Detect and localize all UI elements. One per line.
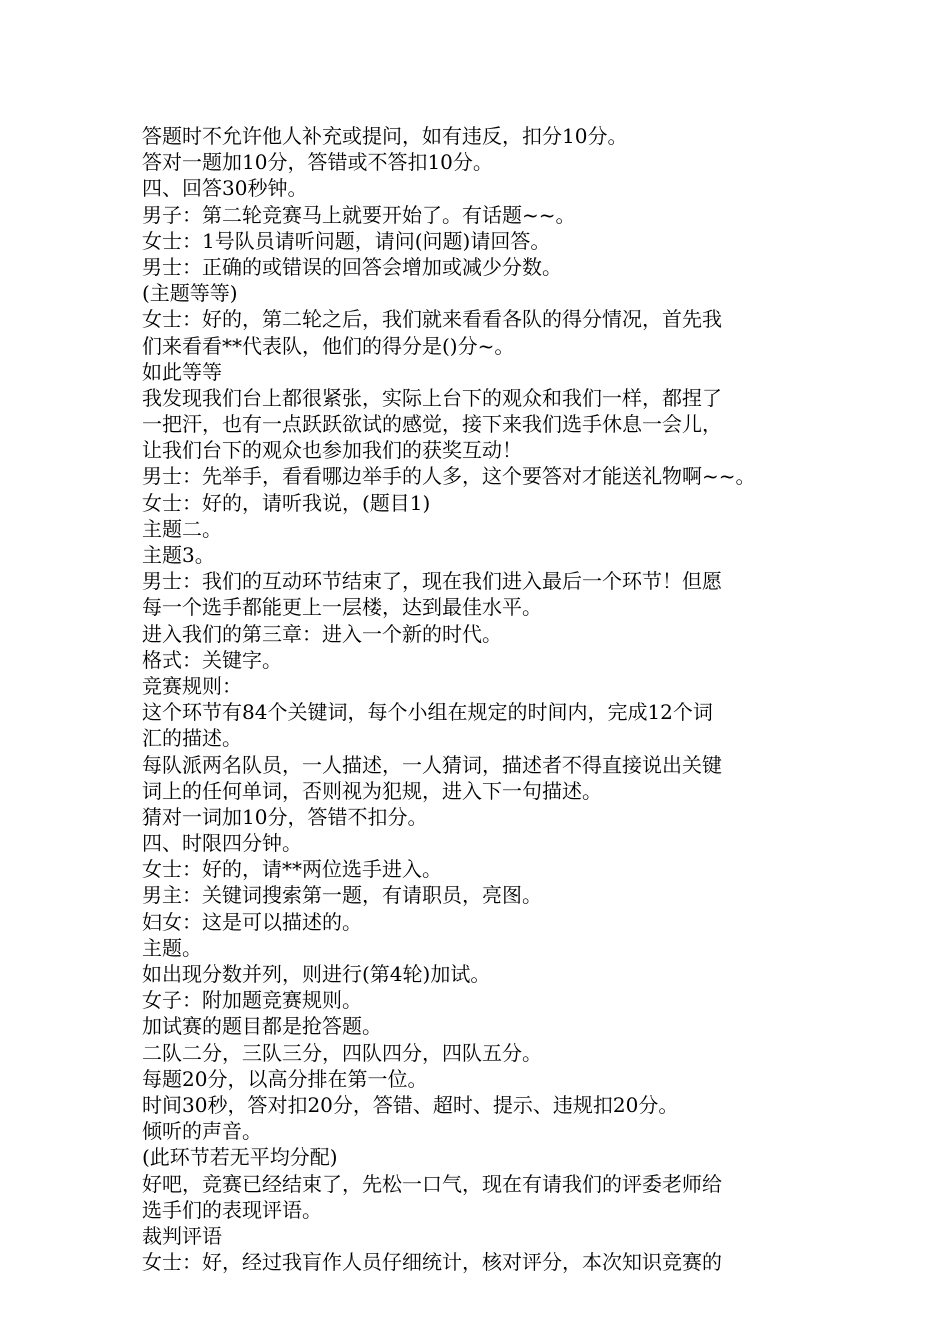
- text-line: 一把汗，也有一点跃跃欲试的感觉，接下来我们选手休息一会儿，: [142, 412, 722, 437]
- text-line: 女士：好，经过我肓作人员仔细统计，核对评分，本次知识竞赛的: [142, 1250, 722, 1275]
- text-line: 女士：1号队员请听问题，请问(问题)请回答。: [142, 228, 551, 253]
- text-line: 这个环节有84个关键词，每个小组在规定的时间内，完成12个词: [142, 700, 713, 725]
- text-line: 答题时不允许他人补充或提问，如有违反，扣分10分。: [142, 124, 628, 148]
- text-line: 好吧，竞赛已经结束了，先松一口气，现在有请我们的评委老师给: [142, 1171, 722, 1196]
- text-line: 汇的描述。: [142, 726, 242, 751]
- text-line: 进入我们的第三章：进入一个新的时代。: [142, 621, 502, 646]
- text-line: 妇女：这是可以描述的。: [142, 909, 362, 934]
- text-line: 四、时限四分钟。: [142, 831, 302, 856]
- text-line: (主题等等): [142, 281, 238, 306]
- text-line: 让我们台下的观众也参加我们的获奖互动！: [142, 438, 522, 463]
- text-line: 我发现我们台上都很紧张，实际上台下的观众和我们一样，都捏了: [142, 385, 722, 410]
- document-page: [142, 123, 822, 1275]
- text-line: 竞赛规则：: [142, 673, 242, 698]
- text-line: 格式：关键字。: [142, 647, 282, 672]
- text-line: 女士：好的，请**两位选手进入。: [142, 857, 442, 882]
- text-line: 如此等等: [142, 359, 222, 384]
- text-line: 二队二分，三队三分，四队四分，四队五分。: [142, 1040, 542, 1065]
- text-line: 男士：正确的或错误的回答会增加或减少分数。: [142, 254, 562, 279]
- text-line: 女士：好的，第二轮之后，我们就来看看各队的得分情况，首先我: [142, 307, 722, 332]
- text-line: 们来看看**代表队，他们的得分是()分~。: [142, 333, 515, 358]
- text-line: 主题。: [142, 935, 202, 960]
- text-line: 主题二。: [142, 516, 222, 541]
- text-line: 加试赛的题目都是抢答题。: [142, 1014, 382, 1039]
- text-line: 裁判评语: [142, 1223, 222, 1248]
- text-line: 男子：第二轮竞赛马上就要开始了。有话题~~。: [142, 202, 576, 227]
- text-line: 答对一题加10分，答错或不答扣10分。: [142, 150, 493, 175]
- text-line: (此环节若无平均分配): [142, 1145, 338, 1170]
- text-line: 时间30秒，答对扣20分，答错、超时、提示、违规扣20分。: [142, 1092, 679, 1117]
- text-line: 女士：好的，请听我说，(题目1): [142, 490, 431, 515]
- text-line: 每一个选手都能更上一层楼，达到最佳水平。: [142, 595, 542, 620]
- text-line: 男士：我们的互动环节结束了，现在我们进入最后一个环节！但愿: [142, 569, 722, 594]
- text-line: 选手们的表现评语。: [142, 1197, 322, 1222]
- text-line: 倾听的声音。: [142, 1119, 262, 1144]
- text-line: 主题3。: [142, 543, 215, 567]
- text-line: 女子：附加题竞赛规则。: [142, 988, 362, 1013]
- text-line: 四、回答30秒钟。: [142, 176, 308, 201]
- text-line: 每题20分，以高分排在第一位。: [142, 1066, 428, 1091]
- text-line: 男主：关键词搜索第一题，有请职员，亮图。: [142, 883, 542, 908]
- text-line: 男士：先举手，看看哪边举手的人多，这个要答对才能送礼物啊~~。: [142, 464, 756, 489]
- text-line: 词上的任何单词，否则视为犯规，进入下一句描述。: [142, 778, 602, 803]
- text-line: 如出现分数并列，则进行(第4轮)加试。: [142, 962, 491, 986]
- text-line: 猜对一词加10分，答错不扣分。: [142, 804, 428, 829]
- text-line: 每队派两名队员，一人描述，一人猜词，描述者不得直接说出关键: [142, 752, 722, 777]
